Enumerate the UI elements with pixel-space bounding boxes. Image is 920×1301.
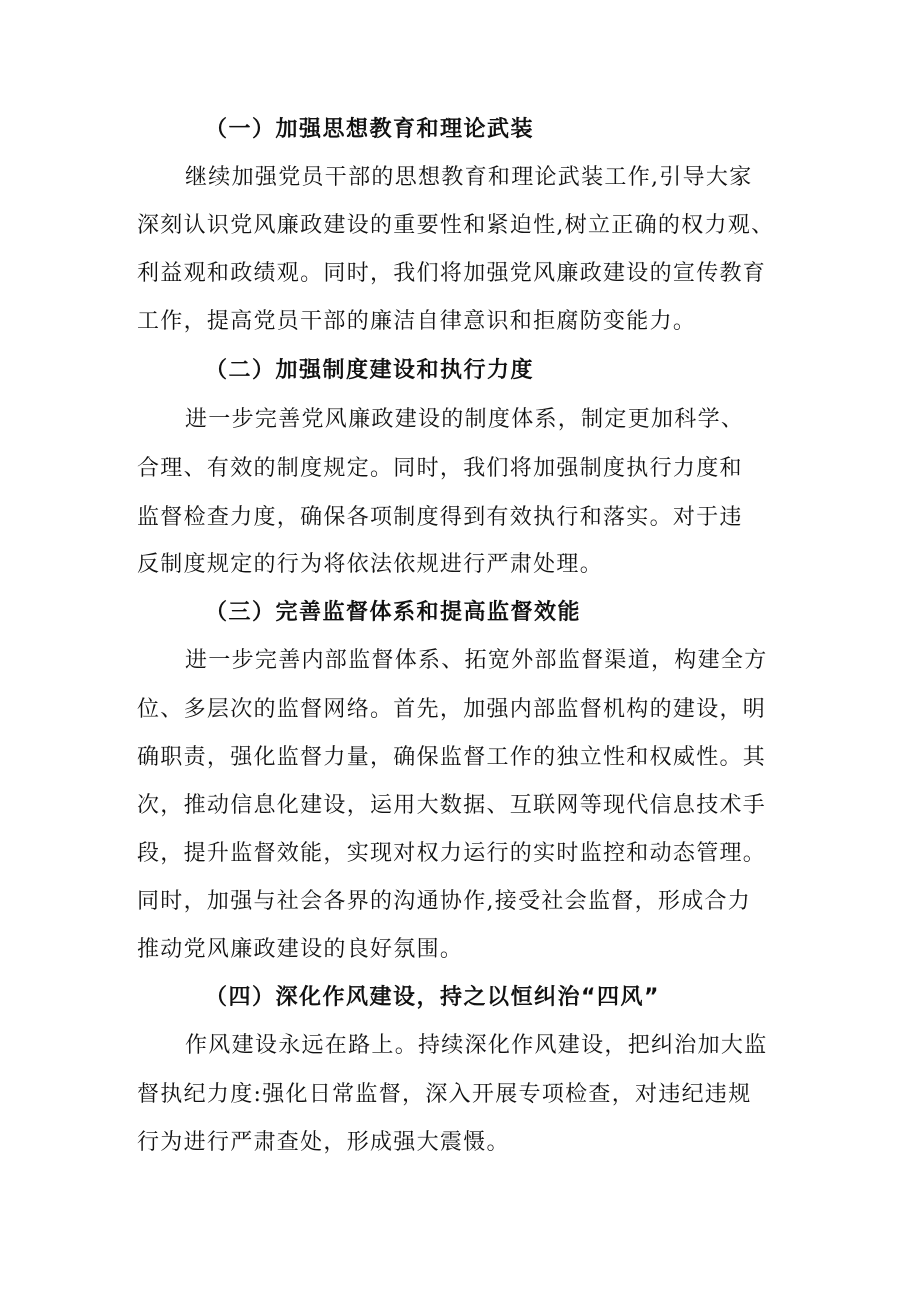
paragraph-line: 进一步完善党风廉政建设的制度体系，制定更加科学、 bbox=[185, 407, 745, 432]
paragraph-line: 推动党风廉政建设的良好氛围。 bbox=[137, 937, 464, 962]
section-heading-2: （二）加强制度建设和执行力度 bbox=[205, 358, 535, 383]
paragraph-line: 合理、有效的制度规定。同时，我们将加强制度执行力度和 bbox=[137, 456, 743, 481]
paragraph-line: 监督检查力度，确保各项制度得到有效执行和落实。对于违 bbox=[137, 505, 743, 530]
section-heading-1: （一）加强思想教育和理论武装 bbox=[205, 117, 535, 142]
paragraph-line: 继续加强党员干部的思想教育和理论武装工作,引导大家 bbox=[185, 165, 753, 190]
section-heading-3: （三）完善监督体系和提高监督效能 bbox=[205, 600, 582, 625]
paragraph-line: 督执纪力度:强化日常监督，深入开展专项检查，对违纪违规 bbox=[137, 1082, 752, 1107]
paragraph-line: 位、多层次的监督网络。首先，加强内部监督机构的建设，明 bbox=[137, 697, 767, 722]
paragraph-line: 同时，加强与社会各界的沟通协作,接受社会监督，形成合力 bbox=[137, 889, 752, 914]
paragraph-line: 进一步完善内部监督体系、拓宽外部监督渠道，构建全方 bbox=[185, 648, 768, 673]
paragraph-line: 段，提升监督效能，实现对权力运行的实时监控和动态管理。 bbox=[137, 841, 767, 866]
paragraph-line: 确职责，强化监督力量，确保监督工作的独立性和权威性。其 bbox=[137, 745, 767, 770]
paragraph-line: 行为进行严肃查处，形成强大震慑。 bbox=[137, 1130, 510, 1155]
paragraph-line: 工作，提高党员干部的廉洁自律意识和拒腐防变能力。 bbox=[137, 309, 697, 334]
paragraph-line: 作风建设永远在路上。持续深化作风建设，把纠治加大监 bbox=[185, 1033, 768, 1058]
paragraph-line: 次，推动信息化建设，运用大数据、互联网等现代信息技术手 bbox=[137, 793, 767, 818]
section-heading-4: （四）深化作风建设，持之以恒纠治“四风” bbox=[205, 985, 660, 1010]
paragraph-line: 反制度规定的行为将依法依规进行严肃处理。 bbox=[137, 552, 604, 577]
paragraph-line: 深刻认识党风廉政建设的重要性和紧迫性,树立正确的权力观、 bbox=[137, 213, 775, 238]
paragraph-line: 利益观和政绩观。同时，我们将加强党风廉政建设的宣传教育 bbox=[137, 261, 767, 286]
